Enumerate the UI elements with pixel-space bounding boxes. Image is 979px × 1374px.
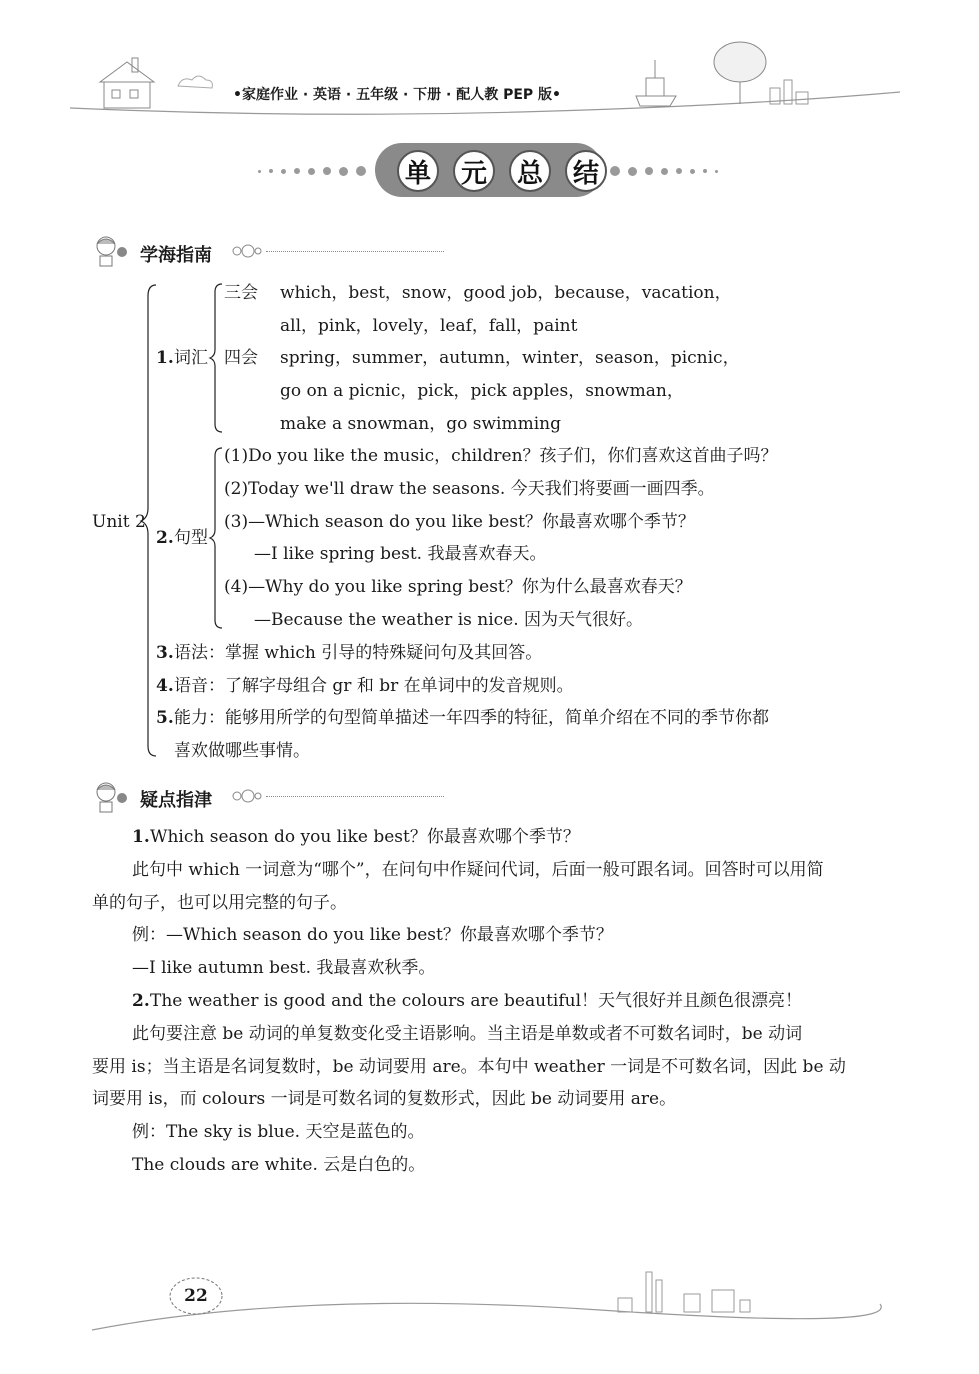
tip-2-example-2: The clouds are white. 云是白色的。: [132, 1155, 426, 1175]
vocab-four-line-3: make a snowman，go swimming: [280, 414, 561, 434]
tip-1-title: Which season do you like best？你最喜欢哪个季节？: [150, 827, 580, 847]
vocab-three-line-1: which，best，snow，good job，because，vacation，: [280, 283, 732, 303]
phonics-number: 4.: [156, 676, 174, 696]
sentence-line-4: —I like spring best. 我最喜欢春天。: [254, 544, 547, 564]
tip-2-body-2: 要用 is；当主语是名词复数时，be 动词要用 are。本句中 weather 一词是不可数名词，因此 be 动: [92, 1057, 846, 1077]
ability-number: 5.: [156, 708, 174, 728]
ability-line-1: 能力：能够用所学的句型简单描述一年四季的特征，简单介绍在不同的季节你都: [174, 708, 769, 728]
sentences-label: 句型: [174, 528, 208, 548]
sentence-line-5: (4)—Why do you like spring best？你为什么最喜欢春天？: [224, 577, 692, 597]
tip-2-body-3: 词要用 is，而 colours 一词是可数名词的复数形式，因此 be 动词要用 are。: [92, 1089, 677, 1109]
section-divider: [266, 796, 444, 797]
header-title: •家庭作业 · 英语 · 五年级 · 下册 · 配人教 PEP 版•: [233, 87, 561, 103]
vocab-four-line-2: go on a picnic，pick，pick apples，snowman，: [280, 381, 684, 401]
ornament-icon: [230, 789, 266, 803]
tip-1-number: 1.: [132, 827, 150, 847]
skyline-icon: [618, 1272, 750, 1312]
page-number: 22: [184, 1286, 208, 1306]
title-char-1: 单: [397, 150, 439, 192]
vocab-four-label: 四会: [224, 348, 258, 368]
sentence-line-3: (3)—Which season do you like best？你最喜欢哪个季节？: [224, 512, 695, 532]
outline-root: Unit 2: [92, 512, 146, 532]
title-char-3: 总: [509, 150, 551, 192]
ability-line-2: 喜欢做哪些事情。: [174, 741, 310, 761]
tip-1-body-1: 此句中 which 一词意为“哪个”，在问句中作疑问代词，后面一般可跟名词。回答时可以用简: [132, 860, 824, 880]
section-title-guide: 学海指南: [140, 245, 212, 266]
sentences-number: 2.: [156, 528, 174, 548]
vocab-three-label: 三会: [224, 283, 258, 303]
tip-1-example-2: —I like autumn best. 我最喜欢秋季。: [132, 958, 436, 978]
grammar-number: 3.: [156, 643, 174, 663]
vocab-number: 1.: [156, 348, 174, 368]
vocab-label: 词汇: [174, 348, 208, 368]
phonics-text: 语音：了解字母组合 gr 和 br 在单词中的发音规则。: [174, 676, 574, 696]
section-title-tips: 疑点指津: [140, 790, 212, 811]
student-icon: [92, 780, 128, 814]
tip-1-body-2: 单的句子，也可以用完整的句子。: [92, 893, 347, 913]
sentence-line-6: —Because the weather is nice. 因为天气很好。: [254, 610, 644, 630]
tip-1-example-1: 例：—Which season do you like best？你最喜欢哪个季节？: [132, 925, 613, 945]
sentence-line-1: (1)Do you like the music，children？孩子们，你们喜欢这首曲子吗？: [224, 446, 778, 466]
footer-decoration: [0, 1250, 979, 1360]
tip-2-number: 2.: [132, 991, 150, 1011]
tip-2-title: The weather is good and the colours are beautiful！天气很好并且颜色很漂亮！: [150, 991, 803, 1011]
vocab-three-line-2: all，pink，lovely，leaf，fall，paint: [280, 316, 578, 336]
tip-2-example-1: 例：The sky is blue. 天空是蓝色的。: [132, 1122, 425, 1142]
sentence-line-2: (2)Today we'll draw the seasons. 今天我们将要画一画四季。: [224, 479, 715, 499]
title-char-2: 元: [453, 150, 495, 192]
grammar-text: 语法：掌握 which 引导的特殊疑问句及其回答。: [174, 643, 543, 663]
vocab-four-line-1: spring，summer，autumn，winter，season，picnic，: [280, 348, 740, 368]
title-char-4: 结: [565, 150, 607, 192]
tip-2-body-1: 此句要注意 be 动词的单复数变化受主语影响。当主语是单数或者不可数名词时，be 动词: [132, 1024, 803, 1044]
